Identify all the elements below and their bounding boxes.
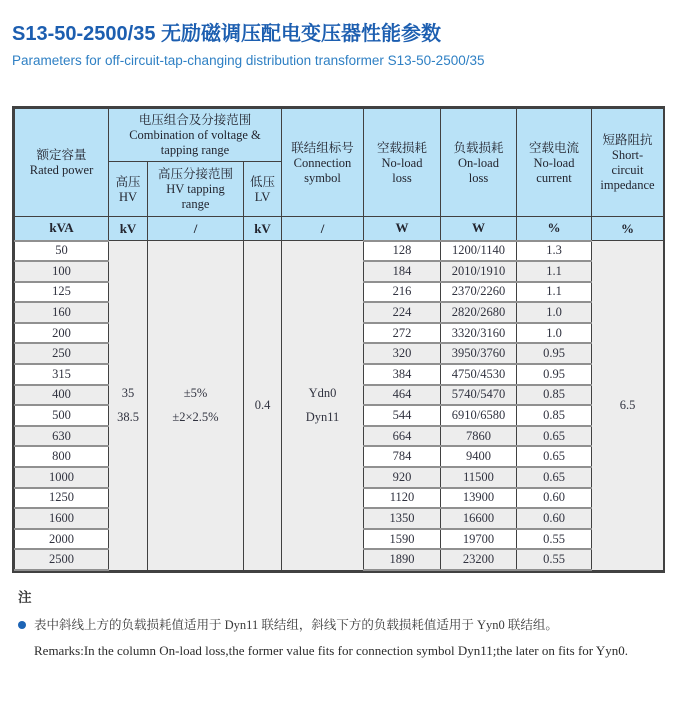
cell-on-load-loss: 2370/2260 bbox=[441, 282, 517, 303]
cell-rated-power: 160 bbox=[15, 302, 109, 323]
unit-no-load-current: % bbox=[517, 217, 592, 241]
cell-on-load-loss: 1200/1140 bbox=[441, 241, 517, 262]
cell-no-load-current: 0.60 bbox=[517, 488, 592, 509]
header-no-load-loss-en: loss bbox=[392, 170, 412, 185]
cell-rated-power: 2500 bbox=[15, 549, 109, 570]
cell-no-load-current: 0.55 bbox=[517, 549, 592, 570]
header-connection-zh: 联结组标号 bbox=[291, 140, 354, 155]
cell-no-load-current: 0.65 bbox=[517, 446, 592, 467]
cell-no-load-current: 0.65 bbox=[517, 467, 592, 488]
cell-on-load-loss: 11500 bbox=[441, 467, 517, 488]
header-on-load-loss bbox=[441, 109, 517, 217]
spec-table-frame bbox=[12, 106, 665, 573]
cell-connection-symbol: Ydn0 Dyn11 bbox=[282, 241, 364, 571]
bullet-icon bbox=[18, 621, 26, 629]
header-combination-en: Combination of voltage & bbox=[129, 128, 261, 142]
cell-no-load-current: 0.55 bbox=[517, 529, 592, 550]
units-row bbox=[15, 217, 664, 241]
cell-no-load-current: 1.0 bbox=[517, 323, 592, 344]
header-connection-symbol bbox=[282, 109, 364, 217]
header-combination bbox=[109, 109, 282, 162]
cell-no-load-loss: 664 bbox=[364, 426, 441, 447]
cell-rated-power: 1000 bbox=[15, 467, 109, 488]
cell-no-load-current: 0.85 bbox=[517, 385, 592, 406]
cell-rated-power: 100 bbox=[15, 261, 109, 282]
cell-on-load-loss: 3320/3160 bbox=[441, 323, 517, 344]
cell-on-load-loss: 19700 bbox=[441, 529, 517, 550]
header-no-load-loss-zh: 空载损耗 bbox=[376, 140, 427, 155]
cell-no-load-loss: 384 bbox=[364, 364, 441, 385]
header-no-load-current-en: No-load bbox=[533, 155, 575, 170]
header-rated-power-zh: 额定容量 bbox=[36, 148, 87, 162]
cell-no-load-loss: 320 bbox=[364, 343, 441, 364]
cell-on-load-loss: 5740/5470 bbox=[441, 385, 517, 406]
header-no-load-current-zh: 空载电流 bbox=[528, 140, 579, 155]
header-short-circuit-impedance bbox=[592, 109, 664, 217]
header-hv bbox=[109, 162, 148, 217]
cell-no-load-current: 1.1 bbox=[517, 261, 592, 282]
page-subtitle: Parameters for off-circuit-tap-changing distribution transformer S13-50-2500/35 bbox=[12, 53, 485, 68]
cell-no-load-loss: 272 bbox=[364, 323, 441, 344]
note-text-zh: 表中斜线上方的负载损耗值适用于 Dyn11 联结组，斜线下方的负载损耗值适用于 Yyn0 联结组。 bbox=[34, 618, 558, 632]
unit-rated-power: kVA bbox=[15, 217, 109, 241]
cell-no-load-loss: 784 bbox=[364, 446, 441, 467]
cell-no-load-loss: 1590 bbox=[364, 529, 441, 550]
cell-rated-power: 1250 bbox=[15, 488, 109, 509]
header-hv-zh: 高压 bbox=[115, 174, 141, 189]
spec-table-body bbox=[15, 241, 664, 571]
cell-on-load-loss: 2820/2680 bbox=[441, 302, 517, 323]
header-no-load-loss bbox=[364, 109, 441, 217]
header-on-load-loss-zh: 负载损耗 bbox=[453, 140, 504, 155]
header-on-load-loss-en: On-load bbox=[458, 155, 499, 170]
cell-no-load-current: 0.85 bbox=[517, 405, 592, 426]
cell-rated-power: 50 bbox=[15, 241, 109, 262]
cell-rated-power: 2000 bbox=[15, 529, 109, 550]
cell-no-load-loss: 544 bbox=[364, 405, 441, 426]
note-text-en: Remarks:In the column On-load loss,the former value fits for connection symbol Dyn11;the later on fits for Yyn0. bbox=[34, 643, 629, 658]
spec-table bbox=[14, 108, 664, 571]
cell-rated-power: 250 bbox=[15, 343, 109, 364]
header-rated-power bbox=[15, 109, 109, 217]
header-combination-en: tapping range bbox=[160, 143, 230, 157]
cell-rated-power: 315 bbox=[15, 364, 109, 385]
cell-rated-power: 800 bbox=[15, 446, 109, 467]
cell-hv-tapping-range: ±5% ±2×2.5% bbox=[148, 241, 244, 571]
cell-on-load-loss: 7860 bbox=[441, 426, 517, 447]
cell-rated-power: 400 bbox=[15, 385, 109, 406]
cell-on-load-loss: 4750/4530 bbox=[441, 364, 517, 385]
cell-on-load-loss: 9400 bbox=[441, 446, 517, 467]
header-impedance-zh: 短路阻抗 bbox=[602, 133, 653, 147]
cell-no-load-loss: 128 bbox=[364, 241, 441, 262]
cell-no-load-current: 0.60 bbox=[517, 508, 592, 529]
header-impedance-en: impedance bbox=[600, 178, 655, 192]
unit-hv-tapping: / bbox=[148, 217, 244, 241]
cell-rated-power: 125 bbox=[15, 282, 109, 303]
header-impedance-en: circuit bbox=[611, 163, 644, 177]
cell-no-load-loss: 184 bbox=[364, 261, 441, 282]
cell-no-load-current: 1.1 bbox=[517, 282, 592, 303]
spec-table-head bbox=[15, 109, 664, 241]
cell-no-load-current: 0.65 bbox=[517, 426, 592, 447]
header-hv-tapping-range bbox=[148, 162, 244, 217]
unit-connection: / bbox=[282, 217, 364, 241]
header-no-load-current bbox=[517, 109, 592, 217]
header-lv-en: LV bbox=[254, 189, 271, 204]
cell-lv: 0.4 bbox=[244, 241, 282, 571]
cell-no-load-loss: 1350 bbox=[364, 508, 441, 529]
header-hv-tapping-en: range bbox=[181, 197, 210, 211]
header-connection-en: symbol bbox=[304, 170, 341, 185]
header-hv-en: HV bbox=[118, 189, 138, 204]
cell-no-load-current: 0.95 bbox=[517, 364, 592, 385]
cell-no-load-loss: 920 bbox=[364, 467, 441, 488]
header-lv bbox=[244, 162, 282, 217]
header-combination-zh: 电压组合及分接范围 bbox=[138, 113, 252, 127]
cell-on-load-loss: 2010/1910 bbox=[441, 261, 517, 282]
header-hv-tapping-en: HV tapping bbox=[166, 182, 225, 196]
unit-impedance: % bbox=[592, 217, 664, 241]
header-hv-tapping-zh: 高压分接范围 bbox=[157, 167, 233, 181]
cell-no-load-loss: 464 bbox=[364, 385, 441, 406]
cell-no-load-loss: 1120 bbox=[364, 488, 441, 509]
cell-rated-power: 200 bbox=[15, 323, 109, 344]
notes-heading: 注 bbox=[18, 590, 32, 605]
cell-no-load-loss: 1890 bbox=[364, 549, 441, 570]
header-lv-zh: 低压 bbox=[249, 174, 275, 189]
header-connection-en: Connection bbox=[293, 155, 352, 170]
cell-on-load-loss: 16600 bbox=[441, 508, 517, 529]
cell-no-load-loss: 216 bbox=[364, 282, 441, 303]
cell-rated-power: 500 bbox=[15, 405, 109, 426]
cell-on-load-loss: 6910/6580 bbox=[441, 405, 517, 426]
cell-no-load-loss: 224 bbox=[364, 302, 441, 323]
cell-no-load-current: 1.0 bbox=[517, 302, 592, 323]
cell-on-load-loss: 3950/3760 bbox=[441, 343, 517, 364]
cell-short-circuit-impedance: 6.5 bbox=[592, 241, 664, 571]
note-item bbox=[18, 616, 665, 634]
cell-on-load-loss: 13900 bbox=[441, 488, 517, 509]
header-no-load-current-en: current bbox=[536, 170, 572, 185]
unit-no-load-loss: W bbox=[364, 217, 441, 241]
cell-on-load-loss: 23200 bbox=[441, 549, 517, 570]
header-row-1 bbox=[15, 109, 664, 162]
page-title: S13-50-2500/35 无励磁调压配电变压器性能参数 bbox=[12, 23, 442, 45]
header-impedance-en: Short- bbox=[611, 148, 644, 162]
header-rated-power-en: Rated power bbox=[29, 163, 94, 177]
notes-section bbox=[12, 589, 665, 663]
header-no-load-loss-en: No-load bbox=[381, 155, 423, 170]
header-on-load-loss-en: loss bbox=[468, 170, 489, 185]
unit-hv: kV bbox=[109, 217, 148, 241]
cell-hv: 35 38.5 bbox=[109, 241, 148, 571]
cell-rated-power: 630 bbox=[15, 426, 109, 447]
unit-on-load-loss: W bbox=[441, 217, 517, 241]
unit-lv: kV bbox=[244, 217, 282, 241]
cell-no-load-current: 0.95 bbox=[517, 343, 592, 364]
cell-no-load-current: 1.3 bbox=[517, 241, 592, 262]
spec-row bbox=[15, 241, 664, 262]
cell-rated-power: 1600 bbox=[15, 508, 109, 529]
